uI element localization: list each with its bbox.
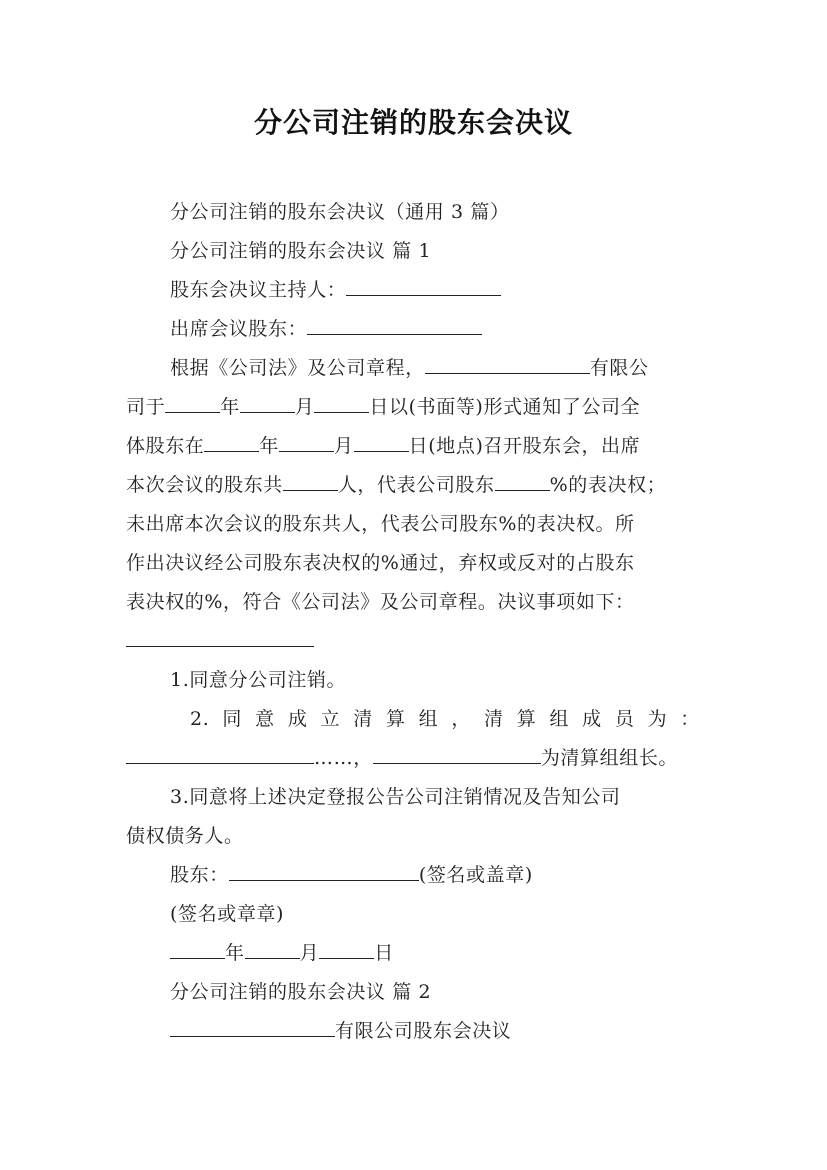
day-blank bbox=[354, 433, 409, 452]
body-line-1 bbox=[170, 355, 649, 381]
year-blank bbox=[170, 940, 225, 959]
body-text: 人，代表公司股东 bbox=[337, 474, 495, 496]
resolution-item-2-text: 2. 同 意 成 立 清 算 组 ， 清 算 组 成 员 为 ： bbox=[190, 708, 700, 730]
year-label: 年 bbox=[259, 435, 280, 457]
document-title: 分公司注销的股东会决议 bbox=[253, 106, 573, 139]
count-blank bbox=[283, 472, 338, 491]
matters-blank-line bbox=[126, 628, 314, 654]
year-blank bbox=[204, 433, 259, 452]
shareholder-label: 股东： bbox=[170, 864, 229, 886]
attendees-blank bbox=[307, 316, 482, 335]
body-line-4 bbox=[126, 472, 666, 498]
month-label: 月 bbox=[334, 435, 354, 457]
percent-blank bbox=[495, 472, 550, 491]
company-name-blank bbox=[170, 1018, 335, 1037]
resolution-item-2-cont bbox=[126, 745, 678, 771]
year-label: 年 bbox=[220, 396, 240, 418]
body-text: 为清算组组长。 bbox=[540, 747, 679, 769]
body-text: 体股东在 bbox=[126, 435, 205, 457]
company-resolution-line bbox=[170, 1018, 511, 1044]
day-label: 日 bbox=[374, 942, 394, 964]
body-text: 司于 bbox=[126, 396, 166, 418]
day-blank bbox=[314, 394, 369, 413]
matters-blank bbox=[126, 628, 314, 647]
attendees-label: 出席会议股东： bbox=[170, 318, 308, 340]
body-line-3 bbox=[126, 433, 640, 459]
month-label: 月 bbox=[294, 396, 315, 418]
resolution-item-1: 1.同意分公司注销。 bbox=[170, 669, 347, 691]
subtitle-line: 分公司注销的股东会决议（通用 3 篇） bbox=[170, 201, 510, 223]
month-label: 月 bbox=[299, 942, 320, 964]
body-line-2 bbox=[126, 394, 640, 420]
month-blank bbox=[279, 433, 334, 452]
date-line bbox=[170, 940, 394, 966]
body-line-7: 表决权的%，符合《公司法》及公司章程。决议事项如下： bbox=[126, 591, 635, 613]
section-heading-1: 分公司注销的股东会决议 篇 1 bbox=[170, 240, 432, 262]
year-label: 年 bbox=[225, 942, 245, 964]
host-label: 股东会决议主持人： bbox=[170, 279, 347, 301]
body-line-6: 作出决议经公司股东表决权的%通过，弃权或反对的占股东 bbox=[126, 552, 635, 574]
resolution-item-3: 3.同意将上述决定登报公告公司注销情况及告知公司 bbox=[170, 786, 621, 808]
body-text: 日以(书面等)形式通知了公司全 bbox=[369, 396, 641, 418]
body-line-5: 未出席本次会议的股东共人，代表公司股东%的表决权。所 bbox=[126, 513, 635, 535]
shareholder-signature-line bbox=[170, 862, 533, 888]
resolution-item-2 bbox=[190, 706, 700, 732]
leader-blank bbox=[373, 745, 541, 764]
body-text: 本次会议的股东共 bbox=[126, 474, 283, 496]
month-blank bbox=[245, 940, 300, 959]
signature-blank bbox=[229, 862, 419, 881]
seal-note: (签名或章章) bbox=[170, 903, 285, 925]
month-blank bbox=[240, 394, 295, 413]
year-blank bbox=[165, 394, 220, 413]
day-blank bbox=[319, 940, 374, 959]
host-blank bbox=[346, 277, 501, 296]
body-text: 有限公 bbox=[589, 357, 649, 379]
member-blank bbox=[126, 745, 314, 764]
company-name-blank bbox=[425, 355, 590, 374]
body-text: 日(地点)召开股东会，出席 bbox=[408, 435, 641, 457]
attendees-line bbox=[170, 316, 482, 342]
body-text: (签名或盖章) bbox=[418, 864, 533, 886]
body-text: 有限公司股东会决议 bbox=[335, 1020, 512, 1042]
body-text: %的表决权； bbox=[549, 474, 667, 496]
body-text: 根据《公司法》及公司章程， bbox=[170, 357, 425, 379]
section-heading-2: 分公司注销的股东会决议 篇 2 bbox=[170, 981, 432, 1003]
host-line bbox=[170, 277, 501, 303]
resolution-item-3-cont: 债权债务人。 bbox=[126, 825, 244, 847]
body-text: ……， bbox=[314, 747, 373, 769]
